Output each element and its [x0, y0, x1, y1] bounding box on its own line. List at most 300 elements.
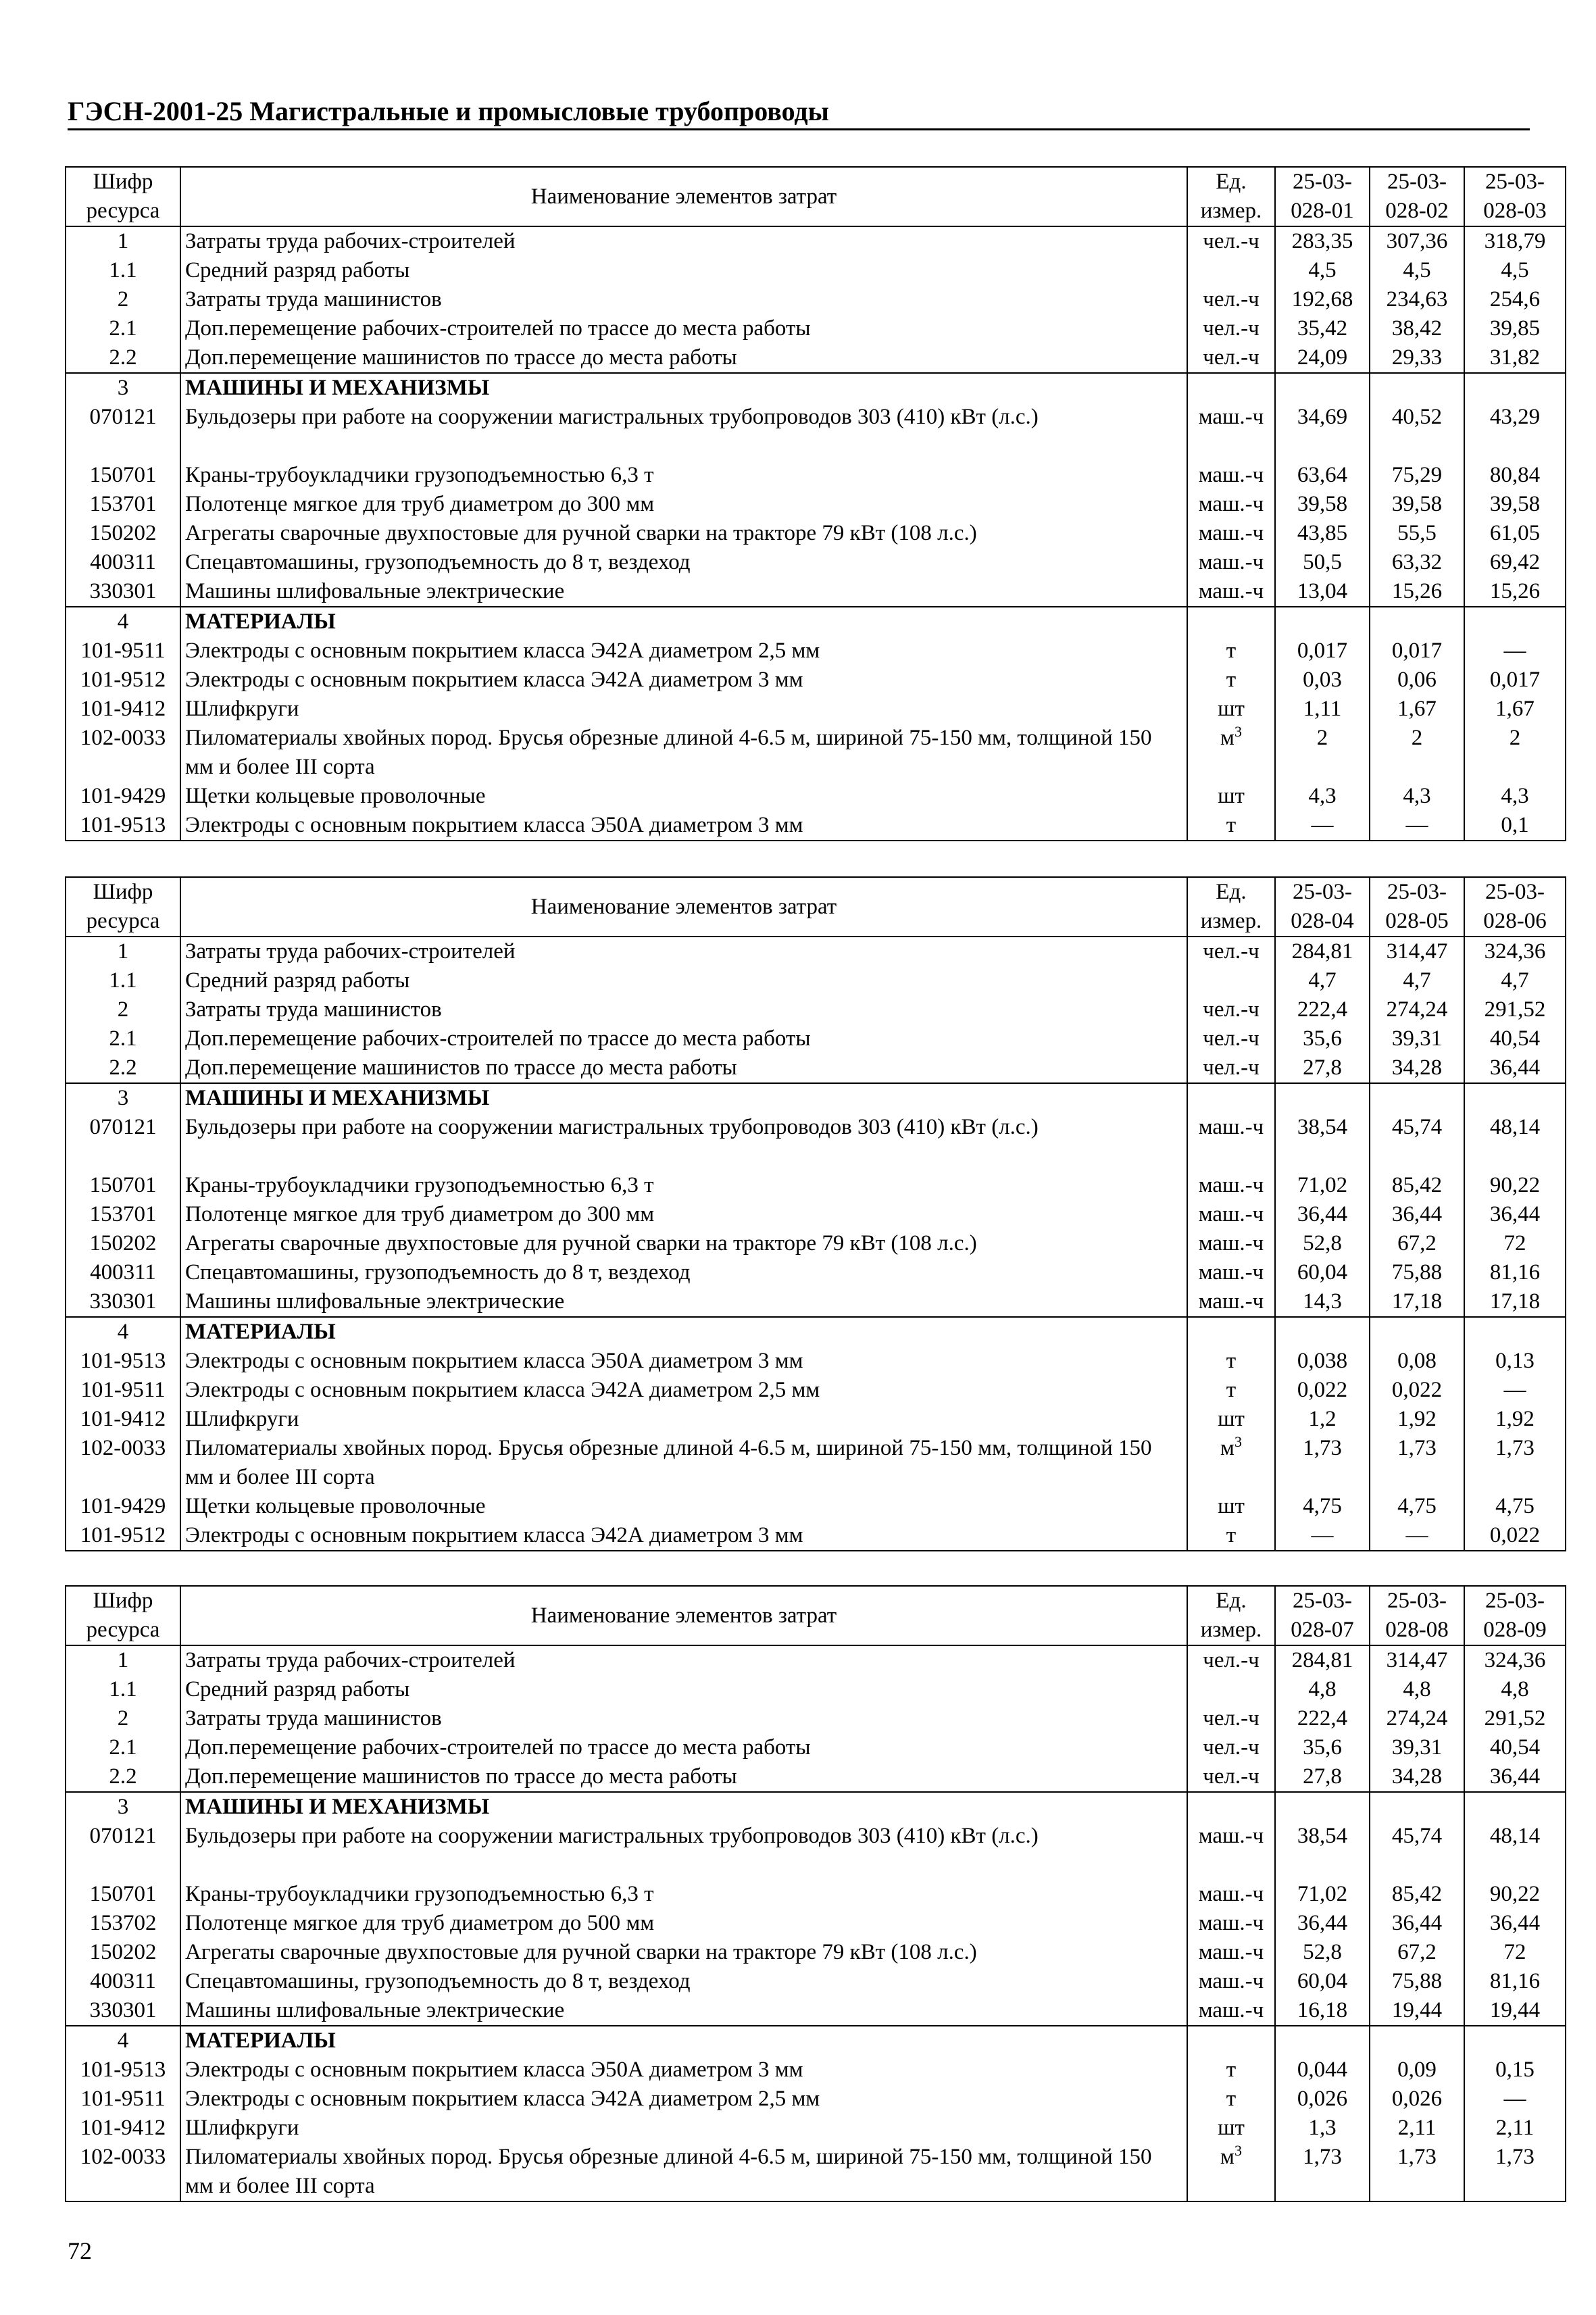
row-value: 314,47 [1370, 937, 1464, 966]
row-code: 1 [66, 226, 180, 256]
header-norm-code: 25-03-028-08 [1370, 1586, 1464, 1645]
row-value: 1,11 [1275, 695, 1370, 724]
row-unit-text: шт [1218, 1407, 1245, 1431]
row-unit [1187, 2026, 1275, 2056]
row-value: 39,31 [1370, 1733, 1464, 1762]
row-value: 38,54 [1275, 1822, 1370, 1880]
row-name: Средний разряд работы [180, 1675, 1187, 1704]
row-unit [1187, 1880, 1275, 1909]
row-unit-text: шт [1218, 2116, 1245, 2140]
resource-table-2 [65, 876, 1566, 1551]
row-unit [1187, 1675, 1275, 1704]
table-row [66, 1347, 1566, 1376]
row-name: Спецавтомашины, грузоподъемность до 8 т, вездеход [180, 548, 1187, 577]
row-value: 4,8 [1275, 1675, 1370, 1704]
row-value [1275, 373, 1370, 403]
row-unit [1187, 695, 1275, 724]
row-code: 3 [66, 1083, 180, 1113]
row-name: Доп.перемещение машинистов по трассе до места работы [180, 1762, 1187, 1792]
row-name: Пиломатериалы хвойных пород. Брусья обрезные длиной 4-6.5 м, шириной 75-150 мм, толщиной 150 мм и более III сорта [180, 724, 1187, 782]
row-value: 15,26 [1464, 577, 1566, 607]
table-row [66, 1434, 1566, 1492]
row-value: 85,42 [1370, 1880, 1464, 1909]
row-unit-text: чел.-ч [1203, 939, 1260, 964]
row-value [1275, 1083, 1370, 1113]
row-unit [1187, 2114, 1275, 2143]
row-unit-text: чел.-ч [1203, 287, 1260, 312]
row-unit-text: т [1226, 639, 1237, 663]
row-value: 17,18 [1370, 1287, 1464, 1317]
row-unit [1187, 666, 1275, 695]
row-value: 0,044 [1275, 2056, 1370, 2085]
row-value: 4,3 [1275, 782, 1370, 811]
header-norm-code: 25-03-028-03 [1464, 167, 1566, 226]
row-unit [1187, 1645, 1275, 1675]
row-name: Агрегаты сварочные двухпостовые для ручной сварки на тракторе 79 кВт (108 л.с.) [180, 1229, 1187, 1258]
row-unit-text: шт [1218, 1494, 1245, 1518]
row-value: 2 [1464, 724, 1566, 782]
row-value: 314,47 [1370, 1645, 1464, 1675]
row-unit [1187, 607, 1275, 637]
header-name: Наименование элементов затрат [180, 167, 1187, 226]
row-code: 150202 [66, 1938, 180, 1967]
row-code: 101-9513 [66, 811, 180, 841]
row-unit-text: м [1220, 726, 1235, 750]
row-unit [1187, 2143, 1275, 2201]
row-unit-text: т [1226, 668, 1237, 692]
row-value: 80,84 [1464, 461, 1566, 490]
table-row [66, 1113, 1566, 1171]
header-unit: Ед. измер. [1187, 167, 1275, 226]
table-header-row [66, 877, 1566, 937]
row-unit [1187, 1762, 1275, 1792]
row-name: Машины шлифовальные электрические [180, 1287, 1187, 1317]
row-value [1464, 1317, 1566, 1347]
row-value: 4,5 [1370, 256, 1464, 285]
table-row [66, 490, 1566, 519]
row-value: 192,68 [1275, 285, 1370, 314]
row-value: 75,88 [1370, 1967, 1464, 1996]
row-name: Доп.перемещение машинистов по трассе до места работы [180, 1053, 1187, 1083]
table-row [66, 1171, 1566, 1200]
row-value: 60,04 [1275, 1967, 1370, 1996]
row-value: 40,54 [1464, 1024, 1566, 1053]
row-code: 330301 [66, 577, 180, 607]
row-value: 43,29 [1464, 403, 1566, 461]
row-unit [1187, 1171, 1275, 1200]
table-row [66, 695, 1566, 724]
row-value: 13,04 [1275, 577, 1370, 607]
row-code: 150701 [66, 461, 180, 490]
row-value: 36,44 [1370, 1200, 1464, 1229]
row-code: 101-9511 [66, 2085, 180, 2114]
row-value: 0,09 [1370, 2056, 1464, 2085]
row-value: 55,5 [1370, 519, 1464, 548]
row-value: 36,44 [1464, 1053, 1566, 1083]
row-unit-text: чел.-ч [1203, 1648, 1260, 1672]
row-name: Щетки кольцевые проволочные [180, 1492, 1187, 1521]
table-row [66, 724, 1566, 782]
row-unit-text: чел.-ч [1203, 345, 1260, 370]
table-row [66, 226, 1566, 256]
row-code: 101-9513 [66, 2056, 180, 2085]
table-row [66, 1521, 1566, 1551]
row-value [1370, 607, 1464, 637]
row-value: 0,017 [1464, 666, 1566, 695]
row-name: Шлифкруги [180, 695, 1187, 724]
row-name: Затраты труда машинистов [180, 285, 1187, 314]
row-code: 101-9412 [66, 695, 180, 724]
header-unit: Ед. измер. [1187, 877, 1275, 937]
row-unit [1187, 1967, 1275, 1996]
row-name: Шлифкруги [180, 2114, 1187, 2143]
row-unit [1187, 1938, 1275, 1967]
row-value: 0,06 [1370, 666, 1464, 695]
row-value: 0,022 [1370, 1376, 1464, 1405]
row-unit-text: т [1226, 2087, 1237, 2111]
row-value: 0,026 [1275, 2085, 1370, 2114]
row-value [1464, 2026, 1566, 2056]
row-value: 2 [1370, 724, 1464, 782]
row-value: — [1275, 1521, 1370, 1551]
row-value: 274,24 [1370, 1704, 1464, 1733]
row-name: Полотенце мягкое для труб диаметром до 300 мм [180, 1200, 1187, 1229]
row-value: 19,44 [1370, 1996, 1464, 2026]
row-unit-text: т [1226, 1378, 1237, 1402]
table-row [66, 607, 1566, 637]
row-name: Доп.перемещение рабочих-строителей по трассе до места работы [180, 1733, 1187, 1762]
row-code: 150701 [66, 1880, 180, 1909]
row-name: Полотенце мягкое для труб диаметром до 300 мм [180, 490, 1187, 519]
row-unit-text: маш.-ч [1198, 1289, 1264, 1314]
row-unit-text: чел.-ч [1203, 1706, 1260, 1731]
row-value [1275, 1792, 1370, 1822]
row-unit-text: маш.-ч [1198, 1940, 1264, 1964]
table-row [66, 1200, 1566, 1229]
row-unit [1187, 1909, 1275, 1938]
row-unit-superscript: 3 [1234, 2142, 1242, 2159]
row-value: 40,54 [1464, 1733, 1566, 1762]
row-code: 153701 [66, 490, 180, 519]
row-name: Средний разряд работы [180, 966, 1187, 995]
row-unit-text: маш.-ч [1198, 1824, 1264, 1848]
table-row [66, 1938, 1566, 1967]
row-name: Спецавтомашины, грузоподъемность до 8 т, вездеход [180, 1258, 1187, 1287]
row-name: Агрегаты сварочные двухпостовые для ручной сварки на тракторе 79 кВт (108 л.с.) [180, 519, 1187, 548]
row-code: 400311 [66, 1967, 180, 1996]
row-code: 070121 [66, 1113, 180, 1171]
table-row [66, 256, 1566, 285]
row-unit-text: маш.-ч [1198, 1231, 1264, 1255]
row-name: Полотенце мягкое для труб диаметром до 500 мм [180, 1909, 1187, 1938]
table-row [66, 1405, 1566, 1434]
row-value: 14,3 [1275, 1287, 1370, 1317]
row-unit-text: чел.-ч [1203, 1055, 1260, 1080]
row-value: 71,02 [1275, 1171, 1370, 1200]
table-row [66, 1762, 1566, 1792]
row-code: 3 [66, 373, 180, 403]
row-code: 070121 [66, 403, 180, 461]
row-name: МАТЕРИАЛЫ [180, 607, 1187, 637]
row-value: 52,8 [1275, 1938, 1370, 1967]
table-row [66, 782, 1566, 811]
row-code: 1.1 [66, 256, 180, 285]
row-value: 67,2 [1370, 1229, 1464, 1258]
row-value: 39,85 [1464, 314, 1566, 343]
row-unit [1187, 1200, 1275, 1229]
row-value: 34,28 [1370, 1053, 1464, 1083]
row-value: 274,24 [1370, 995, 1464, 1024]
row-value: 35,6 [1275, 1024, 1370, 1053]
row-value: 16,18 [1275, 1996, 1370, 2026]
row-value: 0,022 [1275, 1376, 1370, 1405]
row-unit [1187, 1229, 1275, 1258]
row-unit [1187, 373, 1275, 403]
row-unit-text: маш.-ч [1198, 1998, 1264, 2022]
row-unit [1187, 548, 1275, 577]
row-value [1464, 1792, 1566, 1822]
table-row [66, 519, 1566, 548]
row-value: 1,92 [1464, 1405, 1566, 1434]
row-name: Машины шлифовальные электрические [180, 1996, 1187, 2026]
table-row [66, 1733, 1566, 1762]
row-value: 39,31 [1370, 1024, 1464, 1053]
row-value: 60,04 [1275, 1258, 1370, 1287]
row-name: Пиломатериалы хвойных пород. Брусья обрезные длиной 4-6.5 м, шириной 75-150 мм, толщиной 150 мм и более III сорта [180, 1434, 1187, 1492]
row-value: 254,6 [1464, 285, 1566, 314]
row-value: 283,35 [1275, 226, 1370, 256]
row-unit-text: м [1220, 1436, 1235, 1460]
row-name: Электроды с основным покрытием класса Э42А диаметром 2,5 мм [180, 2085, 1187, 2114]
row-value: 31,82 [1464, 343, 1566, 373]
row-value: 1,73 [1464, 2143, 1566, 2201]
row-value: 1,67 [1370, 695, 1464, 724]
row-code: 101-9412 [66, 1405, 180, 1434]
row-unit [1187, 1792, 1275, 1822]
row-unit-text: маш.-ч [1198, 1173, 1264, 1197]
row-value: 29,33 [1370, 343, 1464, 373]
row-name: МАТЕРИАЛЫ [180, 2026, 1187, 2056]
table-row [66, 937, 1566, 966]
row-name: Доп.перемещение рабочих-строителей по трассе до места работы [180, 1024, 1187, 1053]
row-value: 67,2 [1370, 1938, 1464, 1967]
row-unit [1187, 1704, 1275, 1733]
row-code: 2 [66, 995, 180, 1024]
row-value: 0,017 [1370, 637, 1464, 666]
row-value: 85,42 [1370, 1171, 1464, 1200]
row-value: 36,44 [1464, 1762, 1566, 1792]
row-value: 0,1 [1464, 811, 1566, 841]
row-value: 36,44 [1275, 1200, 1370, 1229]
row-name: Затраты труда машинистов [180, 995, 1187, 1024]
row-value: 19,44 [1464, 1996, 1566, 2026]
table-row [66, 1258, 1566, 1287]
row-unit-text: т [1226, 1523, 1237, 1547]
row-value: 34,28 [1370, 1762, 1464, 1792]
row-unit [1187, 1024, 1275, 1053]
row-value: 234,63 [1370, 285, 1464, 314]
row-value: 4,3 [1464, 782, 1566, 811]
row-value: 1,73 [1464, 1434, 1566, 1492]
row-code: 2 [66, 1704, 180, 1733]
table-row [66, 2026, 1566, 2056]
row-name: Доп.перемещение машинистов по трассе до места работы [180, 343, 1187, 373]
row-unit [1187, 724, 1275, 782]
table-row [66, 548, 1566, 577]
row-value: 0,08 [1370, 1347, 1464, 1376]
row-value: 1,92 [1370, 1405, 1464, 1434]
row-value: — [1464, 637, 1566, 666]
row-value [1464, 1083, 1566, 1113]
row-name: Электроды с основным покрытием класса Э50А диаметром 3 мм [180, 2056, 1187, 2085]
table-row [66, 1492, 1566, 1521]
table-row [66, 1317, 1566, 1347]
table-row [66, 1229, 1566, 1258]
row-value: 75,29 [1370, 461, 1464, 490]
row-value: 4,5 [1464, 256, 1566, 285]
row-value: 318,79 [1464, 226, 1566, 256]
row-value: — [1464, 2085, 1566, 2114]
row-value: 4,75 [1370, 1492, 1464, 1521]
row-unit-text: чел.-ч [1203, 316, 1260, 341]
row-unit-text: маш.-ч [1198, 1969, 1264, 1993]
row-value: 0,026 [1370, 2085, 1464, 2114]
row-code: 400311 [66, 1258, 180, 1287]
row-name: Средний разряд работы [180, 256, 1187, 285]
row-value: 71,02 [1275, 1880, 1370, 1909]
table-row [66, 1287, 1566, 1317]
row-value: 90,22 [1464, 1171, 1566, 1200]
row-name: Электроды с основным покрытием класса Э50А диаметром 3 мм [180, 811, 1187, 841]
row-unit [1187, 937, 1275, 966]
row-value: 36,44 [1464, 1200, 1566, 1229]
row-value: 69,42 [1464, 548, 1566, 577]
header-name: Наименование элементов затрат [180, 1586, 1187, 1645]
row-value: 17,18 [1464, 1287, 1566, 1317]
row-code: 101-9513 [66, 1347, 180, 1376]
row-value: — [1370, 1521, 1464, 1551]
row-value: 27,8 [1275, 1762, 1370, 1792]
row-value: 48,14 [1464, 1113, 1566, 1171]
row-code: 330301 [66, 1287, 180, 1317]
row-value [1370, 1317, 1464, 1347]
row-unit [1187, 1822, 1275, 1880]
table-header-row [66, 1586, 1566, 1645]
row-value: 2,11 [1370, 2114, 1464, 2143]
row-name: Бульдозеры при работе на сооружении магистральных трубопроводов 303 (410) кВт (л.с.) [180, 1822, 1187, 1880]
header-norm-code: 25-03-028-07 [1275, 1586, 1370, 1645]
row-unit-text: маш.-ч [1198, 1260, 1264, 1285]
row-code: 153701 [66, 1200, 180, 1229]
row-name: Краны-трубоукладчики грузоподъемностью 6,3 т [180, 1171, 1187, 1200]
row-value: 36,44 [1275, 1909, 1370, 1938]
row-unit-text: чел.-ч [1203, 229, 1260, 253]
table-row [66, 314, 1566, 343]
row-value: 52,8 [1275, 1229, 1370, 1258]
table-row [66, 2143, 1566, 2201]
row-value: 291,52 [1464, 995, 1566, 1024]
row-value: 81,16 [1464, 1258, 1566, 1287]
row-unit [1187, 314, 1275, 343]
row-unit-text: маш.-ч [1198, 492, 1264, 516]
row-unit-superscript: 3 [1234, 1433, 1242, 1450]
header-norm-code: 25-03-028-01 [1275, 167, 1370, 226]
row-unit-text: шт [1218, 697, 1245, 721]
row-value: 36,44 [1464, 1909, 1566, 1938]
row-name: Пиломатериалы хвойных пород. Брусья обрезные длиной 4-6.5 м, шириной 75-150 мм, толщиной 150 мм и более III сорта [180, 2143, 1187, 2201]
row-unit [1187, 1083, 1275, 1113]
row-value: 36,44 [1370, 1909, 1464, 1938]
row-value: 40,52 [1370, 403, 1464, 461]
table-row [66, 1024, 1566, 1053]
row-value: 38,54 [1275, 1113, 1370, 1171]
row-unit [1187, 1733, 1275, 1762]
row-value: 39,58 [1464, 490, 1566, 519]
table-row [66, 1792, 1566, 1822]
row-code: 101-9512 [66, 666, 180, 695]
row-unit [1187, 1521, 1275, 1551]
table-row [66, 1053, 1566, 1083]
row-code: 102-0033 [66, 2143, 180, 2201]
row-unit [1187, 519, 1275, 548]
row-value: 1,73 [1370, 1434, 1464, 1492]
row-value: 35,6 [1275, 1733, 1370, 1762]
table-row [66, 1376, 1566, 1405]
row-name: Агрегаты сварочные двухпостовые для ручной сварки на тракторе 79 кВт (108 л.с.) [180, 1938, 1187, 1967]
row-name: Затраты труда рабочих-строителей [180, 937, 1187, 966]
row-name: МАШИНЫ И МЕХАНИЗМЫ [180, 373, 1187, 403]
row-unit-text: маш.-ч [1198, 1115, 1264, 1139]
row-value [1370, 373, 1464, 403]
row-unit [1187, 1287, 1275, 1317]
table-row [66, 343, 1566, 373]
header-norm-code: 25-03-028-05 [1370, 877, 1464, 937]
row-code: 1.1 [66, 966, 180, 995]
row-unit [1187, 1376, 1275, 1405]
row-value: 43,85 [1275, 519, 1370, 548]
row-value: 34,69 [1275, 403, 1370, 461]
row-code: 101-9512 [66, 1521, 180, 1551]
table-row [66, 1083, 1566, 1113]
row-value: 0,038 [1275, 1347, 1370, 1376]
row-value: 61,05 [1464, 519, 1566, 548]
row-name: Электроды с основным покрытием класса Э42А диаметром 3 мм [180, 666, 1187, 695]
row-unit-superscript: 3 [1234, 723, 1242, 740]
row-code: 150202 [66, 1229, 180, 1258]
header-name: Наименование элементов затрат [180, 877, 1187, 937]
row-unit-text: т [1226, 2058, 1237, 2082]
row-value: 0,017 [1275, 637, 1370, 666]
row-value: 4,8 [1464, 1675, 1566, 1704]
row-value: 307,36 [1370, 226, 1464, 256]
table-row [66, 2056, 1566, 2085]
table-row [66, 1704, 1566, 1733]
row-value: 2,11 [1464, 2114, 1566, 2143]
row-code: 330301 [66, 1996, 180, 2026]
row-value [1275, 1317, 1370, 1347]
row-unit [1187, 995, 1275, 1024]
row-unit [1187, 1258, 1275, 1287]
row-value: 72 [1464, 1938, 1566, 1967]
header-unit: Ед. измер. [1187, 1586, 1275, 1645]
row-value [1370, 1792, 1464, 1822]
row-name: МАШИНЫ И МЕХАНИЗМЫ [180, 1083, 1187, 1113]
row-code: 4 [66, 607, 180, 637]
row-value: 24,09 [1275, 343, 1370, 373]
table-row [66, 1996, 1566, 2026]
row-unit-text: маш.-ч [1198, 521, 1264, 545]
page-number: 72 [68, 2237, 92, 2264]
